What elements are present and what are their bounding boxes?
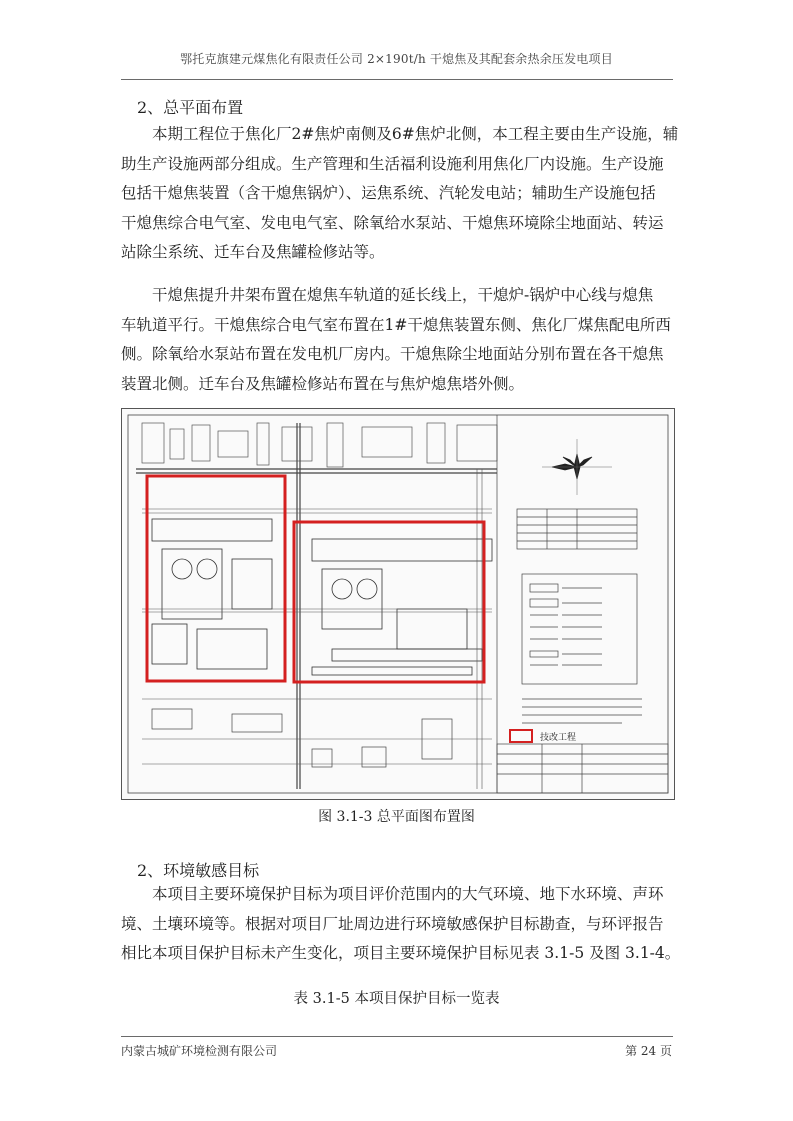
paragraph-layout-1 (121, 120, 679, 268)
paragraph-layout-2 (121, 281, 673, 399)
site-plan-drawing (122, 409, 674, 799)
text-line: 本期工程位于焦化厂2#焦炉南侧及6#焦炉北侧，本工程主要由生产设施，辅 (152, 125, 679, 143)
page-header-title: 鄂托克旗建元煤焦化有限责任公司 2×190t/h 干熄焦及其配套余热余压发电项目 (180, 52, 613, 66)
footer-divider (121, 1036, 673, 1037)
section-heading-layout: 2、总平面布置 (137, 98, 244, 117)
header-divider (121, 79, 673, 80)
text-line: 干熄焦提升井架布置在熄焦车轨道的延长线上，干熄炉-锅炉中心线与熄焦 (152, 286, 654, 304)
text-line: 相比本项目保护目标未产生变化，项目主要环境保护目标见表 3.1-5 及图 3.1-4。 (121, 944, 681, 962)
section-heading-sensitive-targets: 2、环境敏感目标 (137, 861, 260, 880)
site-plan-figure (121, 408, 675, 800)
text-line: 车轨道平行。干熄焦综合电气室布置在1#干熄焦装置东侧、焦化厂煤焦配电所西 (121, 315, 671, 334)
text-line: 侧。除氧给水泵站布置在发电机厂房内。干熄焦除尘地面站分别布置在各干熄焦 (121, 345, 664, 363)
text-line: 站除尘系统、迁车台及焦罐检修站等。 (121, 243, 385, 261)
figure-caption: 图 3.1-3 总平面图布置图 (318, 809, 475, 825)
footer-page-number: 第 24 页 (625, 1044, 672, 1058)
text-line: 境、土壤环境等。根据对项目厂址周边进行环境敏感保护目标勘查，与环评报告 (121, 914, 664, 933)
text-line: 装置北侧。迁车台及焦罐检修站布置在与焦炉熄焦塔外侧。 (121, 374, 525, 393)
legend-label: 技改工程 (540, 733, 577, 743)
table-caption: 表 3.1-5 本项目保护目标一览表 (293, 991, 500, 1007)
text-line: 干熄焦综合电气室、发电电气室、除氧给水泵站、干熄焦环境除尘地面站、转运 (121, 213, 664, 232)
paragraph-sensitive-targets (121, 880, 681, 969)
text-line: 助生产设施两部分组成。生产管理和生活福利设施利用焦化厂内设施。生产设施 (121, 154, 664, 173)
text-line: 本项目主要环境保护目标为项目评价范围内的大气环境、地下水环境、声环 (152, 885, 664, 903)
footer-company: 内蒙古城矿环境检测有限公司 (121, 1044, 278, 1058)
text-line: 包括干熄焦装置（含干熄焦锅炉）、运焦系统、汽轮发电站；辅助生产设施包括 (121, 184, 656, 202)
